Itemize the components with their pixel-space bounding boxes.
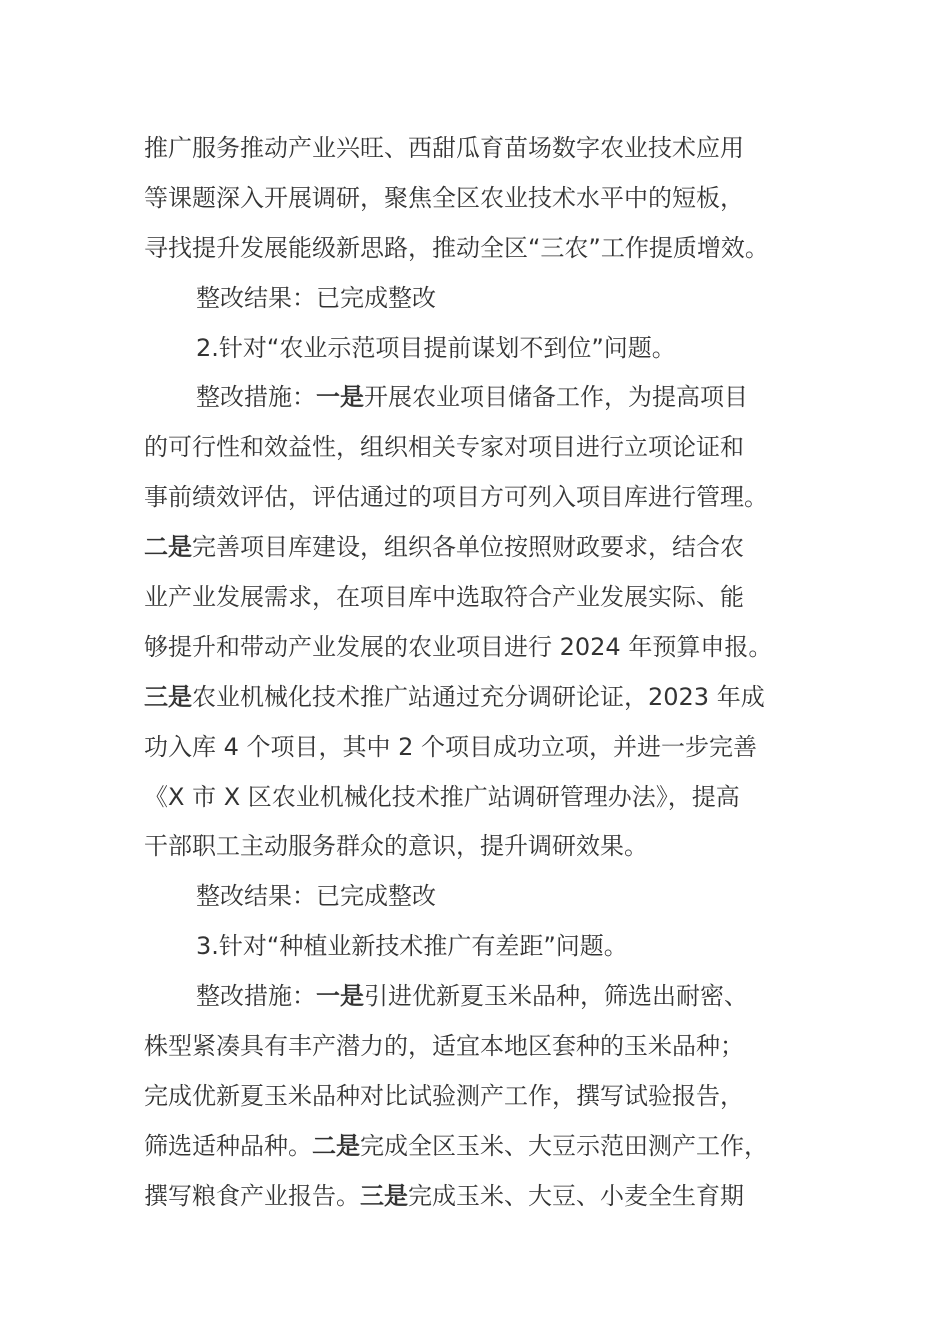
text-line <box>144 274 806 324</box>
text-segment: 完善项目库建设，组织各单位按照财政要求，结合农 <box>192 533 744 562</box>
text-segment: 事前绩效评估，评估通过的项目方可列入项目库进行管理。 <box>144 483 768 512</box>
text-segment: 干部职工主动服务群众的意识，提升调研效果。 <box>144 832 648 861</box>
text-segment: 整改措施： <box>196 982 316 1011</box>
text-line <box>144 822 806 872</box>
text-segment: 筛选适种品种。 <box>144 1131 312 1160</box>
text-line <box>144 1072 806 1122</box>
text-segment: 《X 市 X 区农业机械化技术推广站调研管理办法》，提高 <box>144 782 740 811</box>
text-segment: 够提升和带动产业发展的农业项目进行 2024 年预算申报。 <box>144 632 773 661</box>
text-line <box>144 1022 806 1072</box>
text-segment: 株型紧凑具有丰产潜力的，适宜本地区套种的玉米品种； <box>144 1032 744 1061</box>
text-line <box>144 523 806 573</box>
text-segment: 完成玉米、大豆、小麦全生育期 <box>408 1181 744 1210</box>
text-segment: 2.针对“农业示范项目提前谋划不到位”问题。 <box>196 333 676 362</box>
text-line <box>144 1172 806 1222</box>
text-segment: 的可行性和效益性，组织相关专家对项目进行立项论证和 <box>144 433 744 462</box>
text-segment: 开展农业项目储备工作，为提高项目 <box>364 383 748 412</box>
text-line <box>144 723 806 773</box>
text-line <box>144 922 806 972</box>
text-segment: 功入库 4 个项目，其中 2 个项目成功立项，并进一步完善 <box>144 732 758 761</box>
text-segment: 完成优新夏玉米品种对比试验测产工作，撰写试验报告， <box>144 1081 744 1110</box>
text-line <box>144 224 806 274</box>
text-line <box>144 673 806 723</box>
bold-marker: 三是 <box>144 682 192 711</box>
text-segment: 整改结果：已完成整改 <box>196 882 436 911</box>
text-line <box>144 872 806 922</box>
bold-marker: 一是 <box>316 982 364 1011</box>
text-segment: 业产业发展需求，在项目库中选取符合产业发展实际、能 <box>144 583 744 612</box>
text-segment: 3.针对“种植业新技术推广有差距”问题。 <box>196 932 628 961</box>
text-line <box>144 174 806 224</box>
text-line <box>144 124 806 174</box>
text-line <box>144 1122 806 1172</box>
text-line <box>144 423 806 473</box>
text-segment: 整改措施： <box>196 383 316 412</box>
text-segment: 等课题深入开展调研，聚焦全区农业技术水平中的短板， <box>144 183 744 212</box>
text-line <box>144 573 806 623</box>
text-segment: 撰写粮食产业报告。 <box>144 1181 360 1210</box>
text-segment: 整改结果：已完成整改 <box>196 283 436 312</box>
text-line <box>144 473 806 523</box>
text-segment: 推广服务推动产业兴旺、西甜瓜育苗场数字农业技术应用 <box>144 134 744 162</box>
text-segment: 完成全区玉米、大豆示范田测产工作， <box>360 1131 768 1160</box>
bold-marker: 一是 <box>316 383 364 412</box>
text-segment: 农业机械化技术推广站通过充分调研论证，2023 年成 <box>192 682 765 711</box>
bold-marker: 二是 <box>144 533 192 562</box>
text-line <box>144 773 806 823</box>
bold-marker: 三是 <box>360 1181 408 1210</box>
text-segment: 寻找提升发展能级新思路，推动全区“三农”工作提质增效。 <box>144 233 769 262</box>
text-line <box>144 324 806 374</box>
text-segment: 引进优新夏玉米品种，筛选出耐密、 <box>364 982 748 1011</box>
text-line <box>144 972 806 1022</box>
text-line <box>144 623 806 673</box>
body-text <box>144 124 806 1222</box>
text-line <box>144 373 806 423</box>
bold-marker: 二是 <box>312 1131 360 1160</box>
